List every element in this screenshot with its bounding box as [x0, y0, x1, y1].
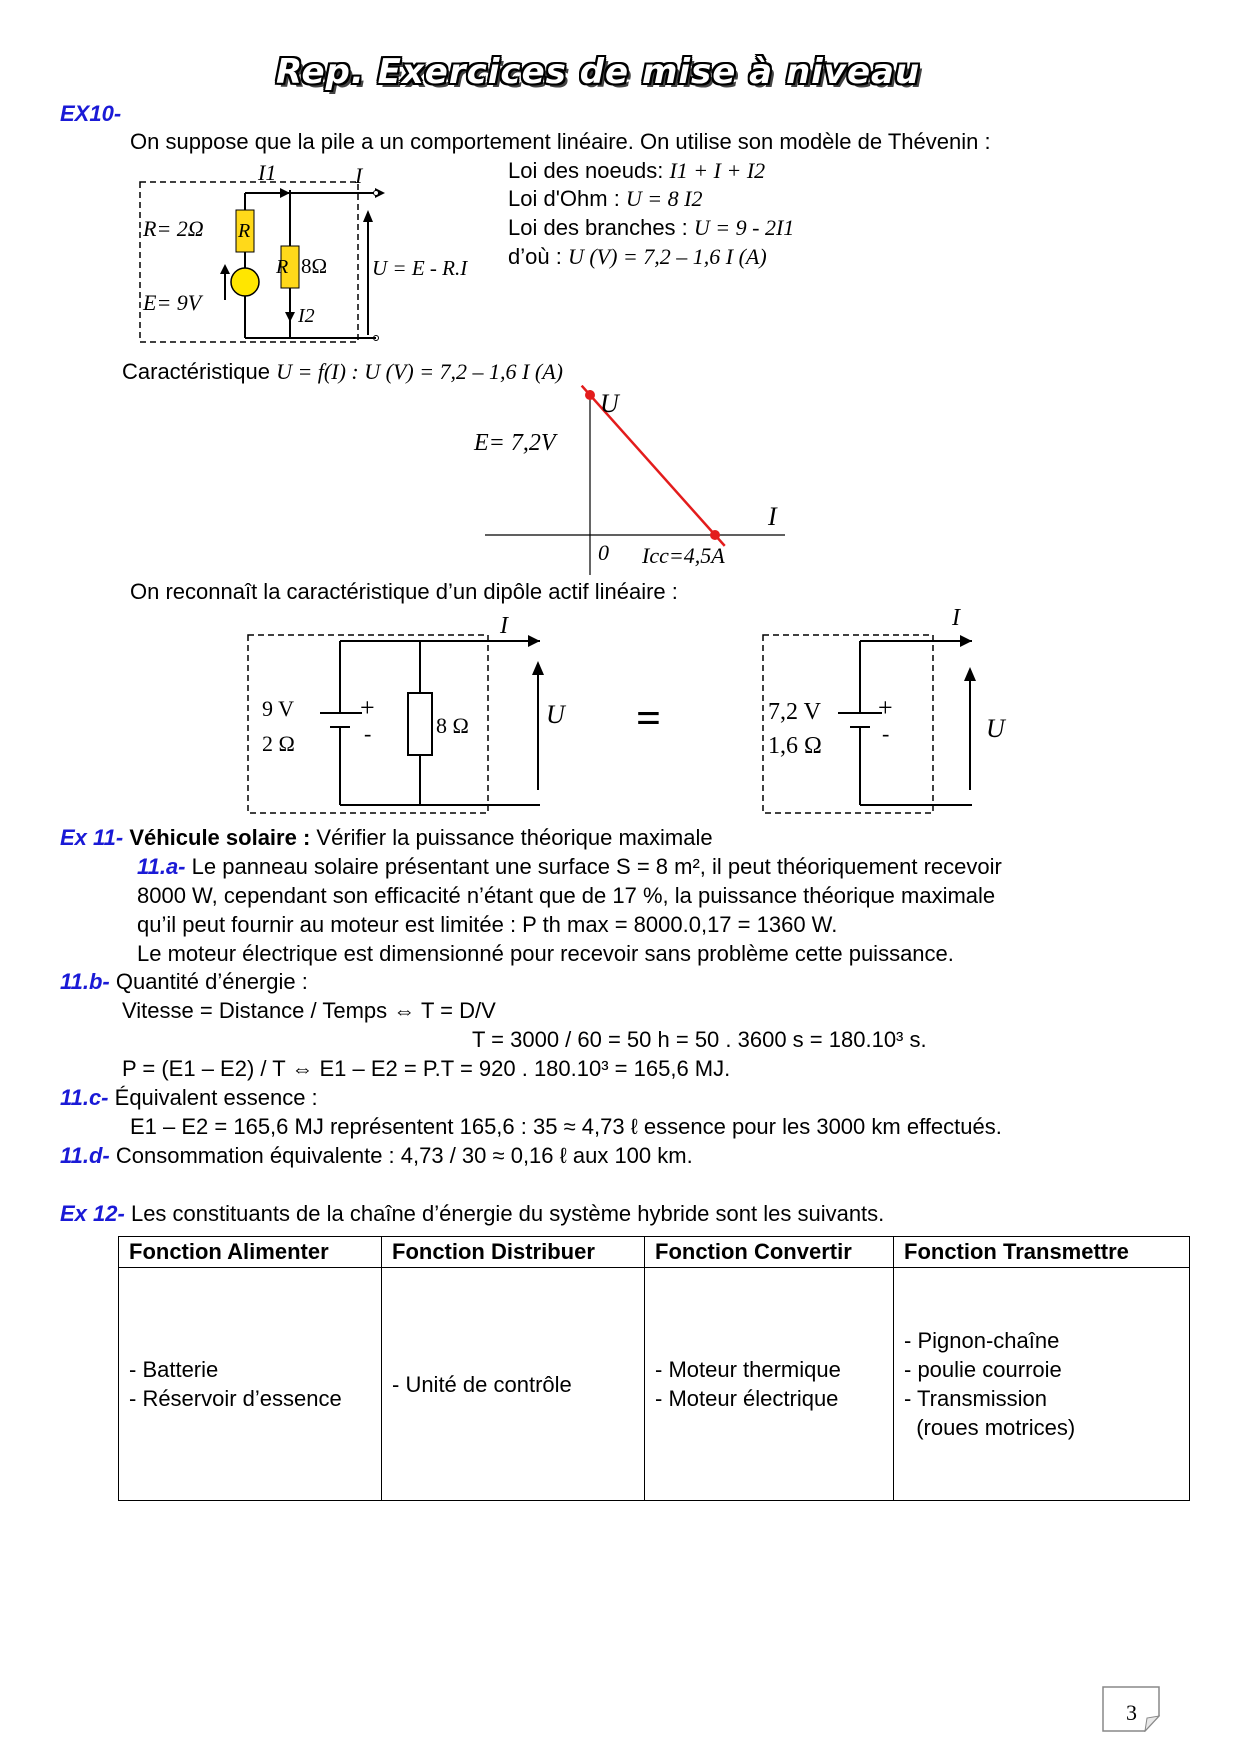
cell-alimenter: - Batterie - Réservoir d’essence	[119, 1268, 382, 1501]
ex11a-line2: 8000 W, cependant son efficacité n’étant que de 17 %, la puissance théorique maximale	[137, 883, 996, 908]
ex11b-heading: 11.b- Quantité d’énergie :	[60, 969, 308, 994]
header-distribuer: Fonction Distribuer	[382, 1237, 645, 1268]
point-e	[585, 390, 595, 400]
label-e: E= 9V	[143, 290, 202, 315]
page-number-box	[1102, 1686, 1160, 1732]
right-resistance: 1,6 Ω	[768, 733, 822, 759]
header-alimenter: Fonction Alimenter	[119, 1237, 382, 1268]
law-result: d’où : U (V) = 7,2 – 1,6 I (A)	[508, 244, 767, 269]
left-parallel: 8 Ω	[436, 713, 469, 738]
y-axis-label: U	[600, 389, 619, 418]
parallel-resistor	[408, 693, 432, 755]
ex12-heading: Ex 12- Les constituants de la chaîne d’énergie du système hybride sont les suivants.	[60, 1201, 885, 1226]
right-plus: +	[878, 693, 893, 722]
cell-convertir: - Moteur thermique - Moteur électrique	[645, 1268, 894, 1501]
law-ohm-formula: U = 8 I2	[625, 186, 703, 211]
ex11a-line4: Le moteur électrique est dimensionné pour recevoir sans problème cette puissance.	[137, 941, 954, 966]
ex11c-line: E1 – E2 = 165,6 MJ représentent 165,6 : 35 ≈ 4,73 ℓ essence pour les 3000 km effectués.	[130, 1114, 1002, 1139]
point-icc	[710, 530, 720, 540]
x-axis-label: I	[768, 502, 777, 531]
ex11b-line2: T = 3000 / 60 = 50 h = 50 . 3600 s = 180.10³ s.	[472, 1027, 927, 1052]
label-r2-value: 8Ω	[301, 254, 328, 278]
equivalent-circuits	[240, 605, 1060, 820]
cell-transmettre: - Pignon-chaîne - poulie courroie - Transmission (roues motrices)	[894, 1268, 1190, 1501]
thevenin-circuit	[130, 150, 490, 350]
left-voltage: 9 V	[262, 696, 294, 721]
annotation-e: E= 7,2V	[474, 430, 556, 456]
left-minus: -	[364, 721, 372, 746]
ex11d-line: 11.d- Consommation équivalente : 4,73 / 30 ≈ 0,16 ℓ aux 100 km.	[60, 1143, 693, 1168]
equals-sign: =	[636, 694, 662, 743]
left-i: I	[500, 613, 508, 639]
table-header-row	[119, 1237, 1190, 1268]
characteristic-chart	[460, 385, 800, 585]
law-ohm: Loi d'Ohm : U = 8 I2	[508, 186, 703, 211]
label-i1: I1	[258, 160, 277, 185]
label-r-inner: R	[238, 220, 251, 242]
label-i2: I2	[298, 305, 315, 327]
ex11c-heading: 11.c- Équivalent essence :	[60, 1085, 318, 1110]
cell-distribuer: - Unité de contrôle	[382, 1268, 645, 1501]
page-title: Rep. Exercices de mise à niveau	[276, 52, 921, 92]
ex11a-line1: 11.a- Le panneau solaire présentant une surface S = 8 m², il peut théoriquement recevoir	[137, 854, 1002, 879]
origin-label: 0	[598, 540, 609, 565]
header-transmettre: Fonction Transmettre	[894, 1237, 1190, 1268]
right-voltage: 7,2 V	[768, 699, 821, 725]
law-nodes-formula: I1 + I + I2	[669, 158, 766, 183]
ex11b-line1: Vitesse = Distance / Temps ⇔ T = D/V	[122, 998, 496, 1023]
ex10-intro: On suppose que la pile a un comportement linéaire. On utilise son modèle de Thévenin :	[130, 129, 991, 154]
header-convertir: Fonction Convertir	[645, 1237, 894, 1268]
left-plus: +	[360, 693, 375, 722]
ex11a-line3: qu’il peut fournir au moteur est limitée : P th max = 8000.0,17 = 1360 W.	[137, 912, 838, 937]
law-branches: Loi des branches : U = 9 - 2I1	[508, 215, 795, 240]
characteristic-formula: U = f(I) : U (V) = 7,2 – 1,6 I (A)	[276, 359, 563, 384]
label-i: I	[355, 163, 363, 188]
left-u: U	[546, 700, 565, 729]
ex11b-line3: P = (E1 – E2) / T ⇔ E1 – E2 = P.T = 920 . 180.10³ = 165,6 MJ.	[122, 1056, 731, 1081]
annotation-icc: Icc=4,5A	[642, 543, 725, 568]
characteristic-line: Caractéristique U = f(I) : U (V) = 7,2 – 1,6 I (A)	[122, 359, 563, 384]
table-row	[119, 1268, 1190, 1501]
right-i: I	[952, 605, 960, 631]
law-branches-formula: U = 9 - 2I1	[693, 215, 795, 240]
page-number: 3	[1126, 1700, 1137, 1725]
right-minus: -	[882, 721, 890, 746]
label-r2: R	[276, 256, 289, 278]
label-r: R= 2Ω	[143, 216, 204, 241]
right-u: U	[986, 714, 1005, 743]
left-resistance: 2 Ω	[262, 731, 295, 756]
battery-source	[231, 268, 259, 296]
ex11-heading: Ex 11- Véhicule solaire : Vérifier la puissance théorique maximale	[60, 825, 713, 850]
law-result-formula: U (V) = 7,2 – 1,6 I (A)	[567, 244, 767, 269]
energy-chain-table	[118, 1236, 1190, 1501]
label-u: U = E - R.I	[372, 256, 468, 280]
law-nodes: Loi des noeuds: I1 + I + I2	[508, 158, 766, 183]
recognize-text: On reconnaît la caractéristique d’un dipôle actif linéaire :	[130, 579, 678, 604]
ex10-label: EX10-	[60, 101, 122, 126]
